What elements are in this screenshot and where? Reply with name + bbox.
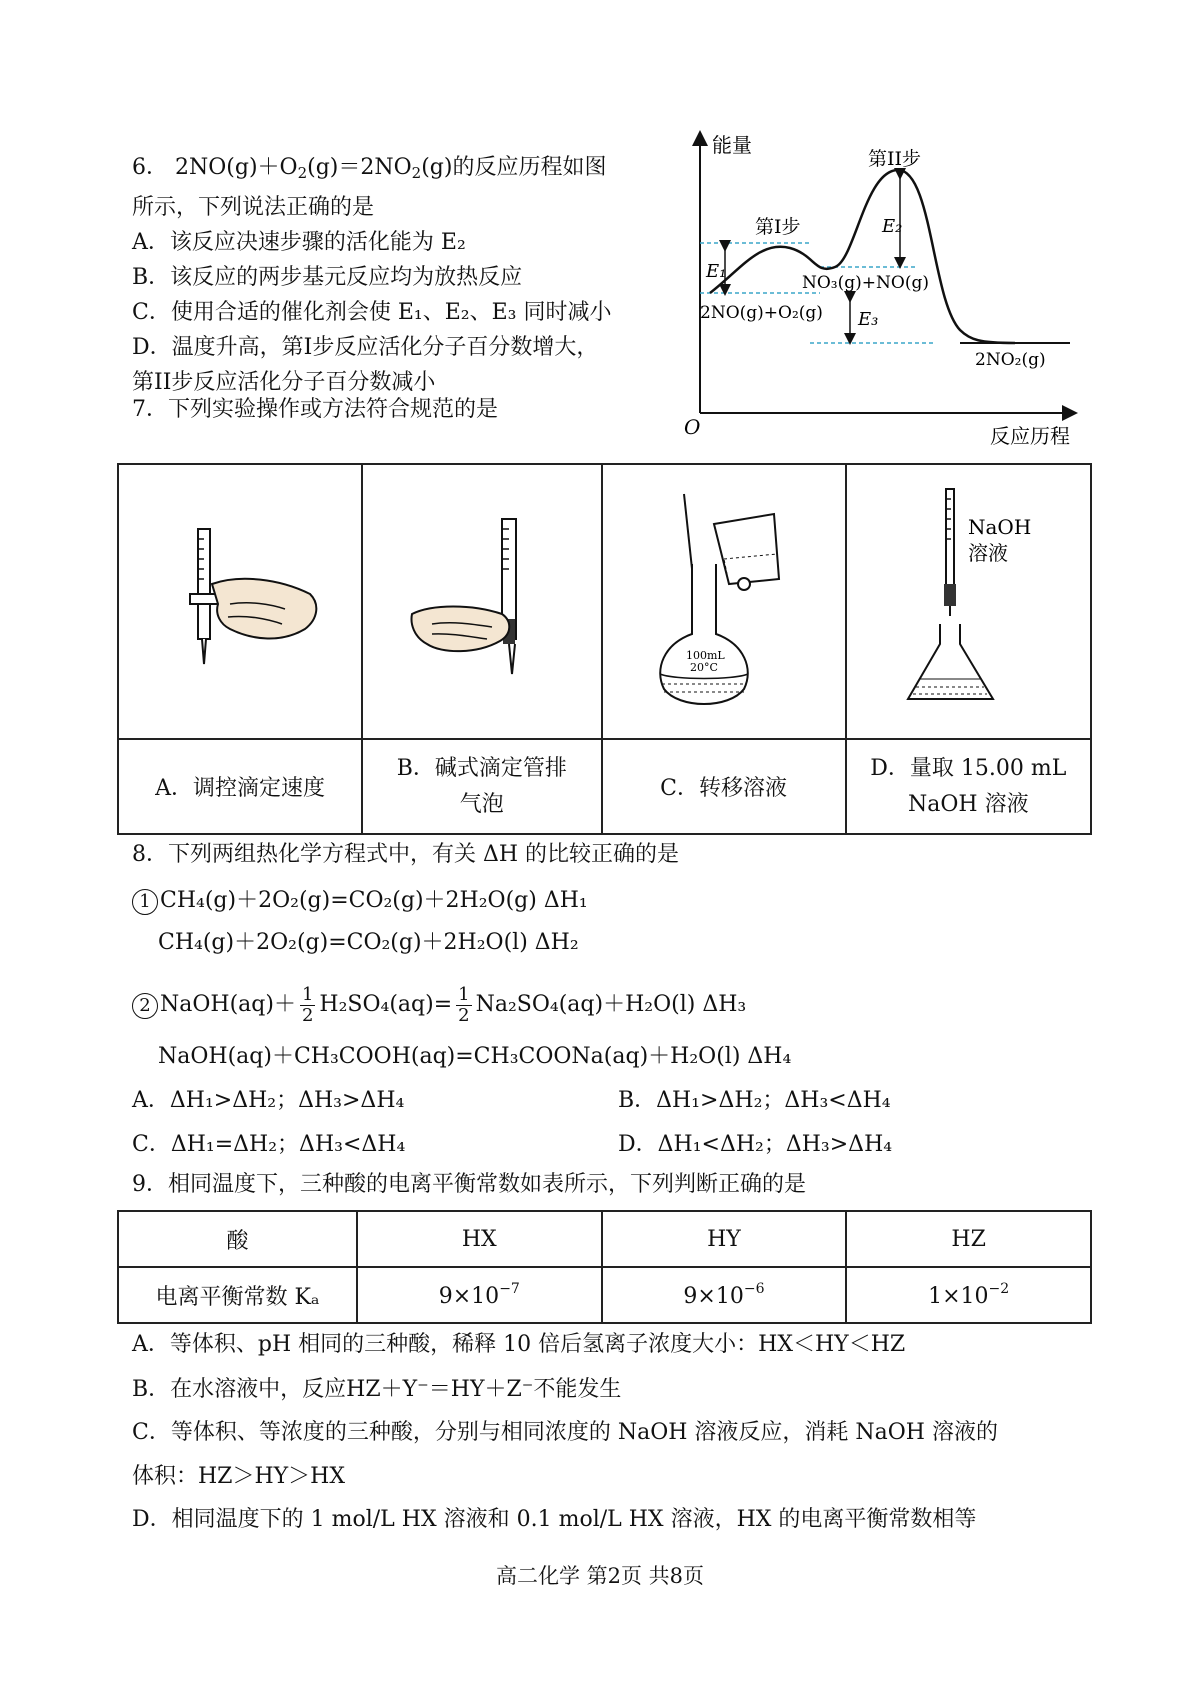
q9-option-b: B．在水溶液中，反应HZ＋Y⁻＝HY＋Z⁻不能发生 <box>132 1377 622 1402</box>
q8-stem: 8．下列两组热化学方程式中，有关 ΔH 的比较正确的是 <box>132 842 680 867</box>
q9-option-c: C．等体积、等浓度的三种酸，分别与相同浓度的 NaOH 溶液反应，消耗 NaOH 溶液的 <box>132 1420 998 1445</box>
q6-stem-line2: 所示，下列说法正确的是 <box>132 195 375 220</box>
q7-options-table <box>117 463 1092 835</box>
q7-option-a: A．调控滴定速度 <box>118 739 362 834</box>
page-footer: 高二化学 第2页 共8页 <box>495 1564 705 1588</box>
q7-image-b <box>362 464 601 739</box>
circle-number-2: 2 <box>132 993 158 1019</box>
flask-temp-label: 20°C <box>689 660 718 674</box>
q8-option-a: A．ΔH₁>ΔH₂；ΔH₃>ΔH₄ <box>132 1088 405 1113</box>
q6-number: 6． <box>132 155 168 180</box>
q8-option-c: C．ΔH₁=ΔH₂；ΔH₃<ΔH₄ <box>132 1132 406 1157</box>
q8-eq3: 2 NaOH(aq)＋ $\frac{1}{2}$ H₂SO₄(aq)= $\frac{1}{2}$ Na₂SO₄(aq)＋H₂O(l) ΔH₃ <box>132 980 746 1030</box>
q7-image-a <box>118 464 362 739</box>
q8-eq1: 1 CH₄(g)＋2O₂(g)=CO₂(g)＋2H₂O(g) ΔH₁ <box>132 886 588 916</box>
x-axis-label: 反应历程 <box>990 424 1070 448</box>
ka-header-hz: HZ <box>846 1211 1091 1267</box>
volumetric-flask-icon <box>624 484 824 714</box>
q9-option-c-cont: 体积：HZ＞HY＞HX <box>132 1464 346 1489</box>
q7-image-c <box>602 464 846 739</box>
product-label: 2NO₂(g) <box>975 350 1046 370</box>
q8-option-b: B．ΔH₁>ΔH₂；ΔH₃<ΔH₄ <box>618 1088 891 1113</box>
q9-ka-table <box>117 1210 1092 1324</box>
step2-label: 第II步 <box>868 148 922 170</box>
q6-stem-suffix: 的反应历程如图 <box>452 155 607 180</box>
flask-volume-label: 100mL <box>685 648 725 662</box>
ka-value-hx: $9\times 10^{-7}$ <box>357 1267 602 1323</box>
q6-option-a: A．该反应决速步骤的活化能为 E₂ <box>132 230 466 255</box>
q7-option-d: D．量取 15.00 mL NaOH 溶液 <box>846 739 1091 834</box>
ka-row-label: 电离平衡常数 Kₐ <box>118 1267 357 1323</box>
ka-header-hy: HY <box>602 1211 847 1267</box>
q6-option-d-cont: 第II步反应活化分子百分数减小 <box>132 370 436 395</box>
circle-number-1: 1 <box>132 889 158 915</box>
ka-value-hy: $9\times 10^{-6}$ <box>602 1267 847 1323</box>
step1-label: 第I步 <box>755 216 801 238</box>
ka-header-acid: 酸 <box>118 1211 357 1267</box>
q7-option-c: C．转移溶液 <box>602 739 846 834</box>
energy-diagram <box>670 130 1090 450</box>
q6-stem-line1: 6． $2NO(g)+O_2(g)=2NO_2(g)$的反应历程如图 <box>132 155 607 182</box>
reactants-label: 2NO(g)+O₂(g) <box>700 303 823 323</box>
ka-header-hx: HX <box>357 1211 602 1267</box>
erlenmeyer-flask-icon <box>858 484 1078 714</box>
q6-option-d: D．温度升高，第I步反应活化分子百分数增大， <box>132 335 599 360</box>
burette-hand-icon <box>140 509 340 689</box>
fraction-half-2: $\frac{1}{2}$ <box>458 983 470 1026</box>
e3-label: E₃ <box>858 309 879 330</box>
q6-option-b: B．该反应的两步基元反应均为放热反应 <box>132 265 523 290</box>
naoh-label: NaOH <box>968 514 1032 539</box>
intermediate-label: NO₃(g)+NO(g) <box>802 273 929 293</box>
q7-stem: 7．下列实验操作或方法符合规范的是 <box>132 397 498 422</box>
origin-label: O <box>684 415 701 439</box>
y-axis-label: 能量 <box>712 133 752 157</box>
q8-option-d: D．ΔH₁<ΔH₂；ΔH₃>ΔH₄ <box>618 1132 893 1157</box>
base-burette-icon <box>382 509 582 689</box>
e2-label: E₂ <box>882 216 903 237</box>
naoh-solution-label: 溶液 <box>968 540 1009 565</box>
q7-option-b: B．碱式滴定管排 气泡 <box>362 739 601 834</box>
q9-option-a: A．等体积、pH 相同的三种酸，稀释 10 倍后氢离子浓度大小：HX＜HY＜HZ <box>132 1332 906 1357</box>
q8-eq2: CH₄(g)＋2O₂(g)=CO₂(g)＋2H₂O(l) ΔH₂ <box>158 930 579 955</box>
q9-stem: 9．相同温度下，三种酸的电离平衡常数如表所示，下列判断正确的是 <box>132 1172 806 1197</box>
q8-eq4: NaOH(aq)＋CH₃COOH(aq)=CH₃COONa(aq)＋H₂O(l) ΔH₄ <box>158 1044 792 1069</box>
fraction-half: $\frac{1}{2}$ <box>301 983 314 1026</box>
q6-option-c: C．使用合适的催化剂会使 E₁、E₂、E₃ 同时减小 <box>132 300 612 325</box>
ka-value-hz: $1\times 10^{-2}$ <box>846 1267 1091 1323</box>
q9-option-d: D．相同温度下的 1 mol/L HX 溶液和 0.1 mol/L HX 溶液，HX 的电离平衡常数相等 <box>132 1507 977 1532</box>
e1-label: E₁ <box>706 261 727 282</box>
q7-image-d <box>846 464 1091 739</box>
